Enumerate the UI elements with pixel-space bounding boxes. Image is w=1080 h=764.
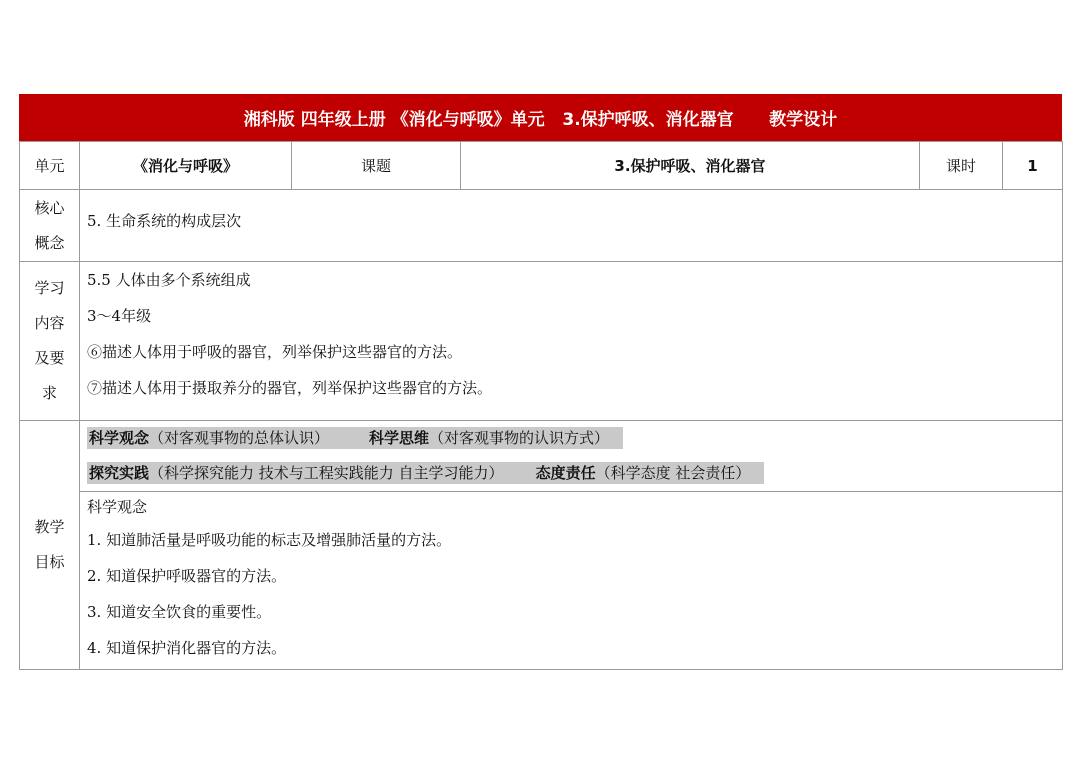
core-concept-label: 核心 概念 xyxy=(20,190,80,262)
period-label: 课时 xyxy=(920,142,1003,190)
topic-label: 课题 xyxy=(292,142,461,190)
teaching-goals-row xyxy=(20,421,1063,670)
teaching-goals-label: 教学 目标 xyxy=(20,421,80,670)
content-line: 5.5 人体由多个系统组成 xyxy=(87,271,251,289)
teaching-goals-content xyxy=(80,421,1063,670)
content-line: ⑦描述人体用于摄取养分的器官，列举保护这些器官的方法。 xyxy=(87,379,493,397)
content-line: ⑥描述人体用于呼吸的器官，列举保护这些器官的方法。 xyxy=(87,343,463,361)
core-concept-row xyxy=(20,190,1063,262)
unit-row xyxy=(20,142,1063,190)
goal-item: 1. 知道肺活量是呼吸功能的标志及增强肺活量的方法。 xyxy=(87,531,452,549)
core-literacy-header xyxy=(80,421,1062,492)
learning-content-row xyxy=(20,262,1063,421)
core-concept-text: 5. 生命系统的构成层次 xyxy=(80,190,1063,262)
document-title: 湘科版 四年级上册 《消化与呼吸》单元 3.保护呼吸、消化器官 教学设计 xyxy=(19,94,1062,141)
unit-label: 单元 xyxy=(20,142,80,190)
goal-item: 3. 知道安全饮食的重要性。 xyxy=(87,603,272,621)
learning-content-label: 学习 内容 及要 求 xyxy=(20,262,80,421)
lesson-plan-document xyxy=(19,94,1062,670)
learning-content-text xyxy=(80,262,1063,421)
literacy-highlight: 科学观念（对客观事物的总体认识） 科学思维（对客观事物的认识方式） xyxy=(87,427,623,449)
lesson-plan-table xyxy=(19,141,1063,670)
content-line: 3～4年级 xyxy=(87,307,152,325)
unit-value: 《消化与呼吸》 xyxy=(80,142,292,190)
goal-item: 2. 知道保护呼吸器官的方法。 xyxy=(87,567,287,585)
literacy-highlight: 探究实践（科学探究能力 技术与工程实践能力 自主学习能力） 态度责任（科学态度 社会责任） xyxy=(87,462,764,484)
period-value: 1 xyxy=(1003,142,1063,190)
topic-value: 3.保护呼吸、消化器官 xyxy=(461,142,920,190)
goal-section-title: 科学观念 xyxy=(87,498,148,516)
goal-item: 4. 知道保护消化器官的方法。 xyxy=(87,639,287,657)
goal-list xyxy=(80,492,1062,666)
